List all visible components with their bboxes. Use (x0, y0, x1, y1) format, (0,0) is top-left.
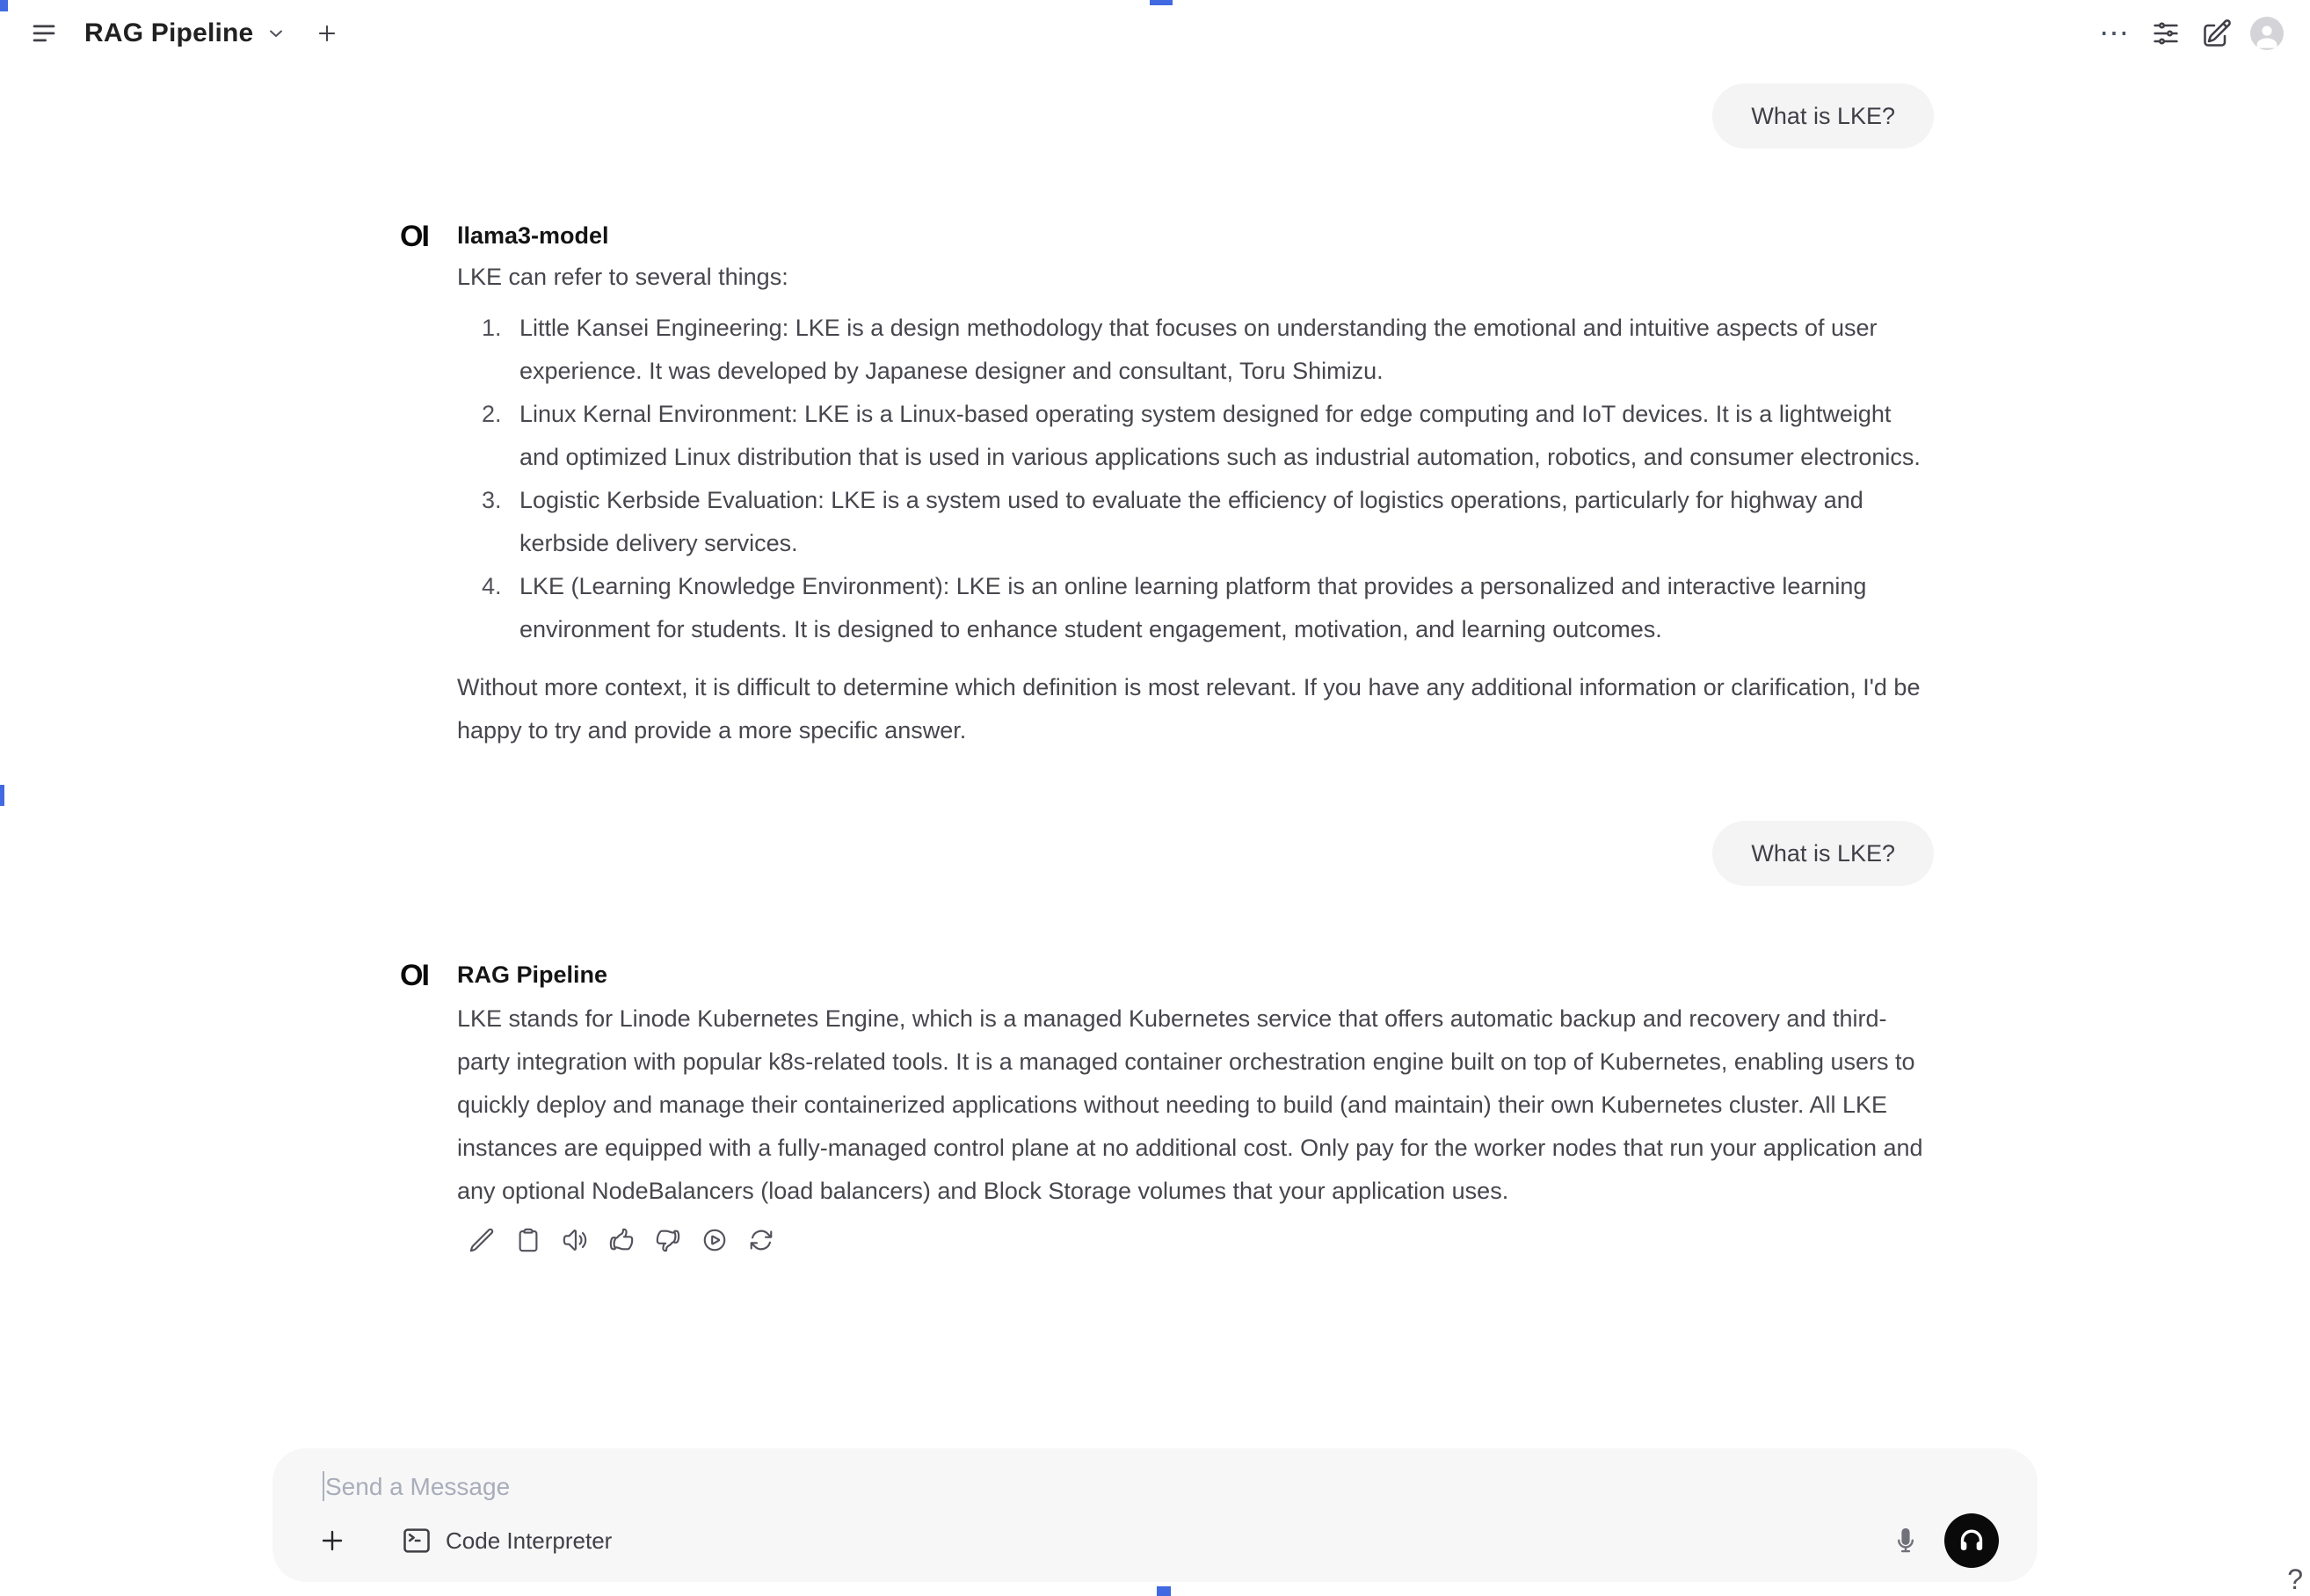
assistant-logo: OI (400, 220, 428, 253)
thumbs-down-icon (655, 1227, 681, 1253)
list-item (457, 479, 1934, 565)
clipboard-icon (515, 1227, 541, 1253)
artifact-mark (1150, 0, 1173, 5)
user-message-bubble: What is LKE? (1712, 821, 1934, 886)
chat-messages (400, 0, 1934, 1254)
artifact-mark (0, 0, 8, 11)
code-interpreter-toggle[interactable] (401, 1525, 612, 1556)
chat-menu-button[interactable] (2097, 16, 2132, 51)
list-item-text: LKE (Learning Knowledge Environment): LKE is an online learning platform that provides a personalized and interactive learning environment for students. It is designed to enhance student engagement, motivation, and learning outcomes. (519, 573, 1867, 642)
bad-response-button[interactable] (654, 1226, 682, 1254)
user-message-row (400, 821, 1934, 886)
assistant-message (400, 221, 1934, 752)
sidebar-toggle-button[interactable] (26, 16, 62, 51)
assistant-outro-text: Without more context, it is difficult to determine which definition is most relevant. If you have any additional information or clarification, I'd be happy to try and provide a more specific answer. (457, 674, 1921, 744)
new-model-button[interactable] (309, 16, 345, 51)
list-item-number: 1. (482, 315, 502, 341)
help-button[interactable]: ? (2287, 1563, 2303, 1595)
controls-button[interactable] (2148, 16, 2183, 51)
list-item-number: 3. (482, 487, 502, 513)
assistant-model-name: llama3-model (457, 222, 609, 249)
edit-message-button[interactable] (468, 1226, 496, 1254)
terminal-icon (401, 1525, 432, 1556)
list-item (457, 393, 1934, 479)
microphone-icon (1891, 1526, 1921, 1556)
pencil-icon (469, 1227, 495, 1253)
ellipsis-icon: ⋯ (2099, 17, 2131, 50)
list-item-text: Little Kansei Engineering: LKE is a design methodology that focuses on understanding the emotional and intuitive aspects of user experience. It was developed by Japanese designer and consultant, Toru Shimizu. (519, 315, 1878, 384)
call-mode-button[interactable] (1944, 1513, 1999, 1568)
list-item-text: Logistic Kerbside Evaluation: LKE is a system used to evaluate the efficiency of logistics operations, particularly for highway and kerbside delivery services. (519, 487, 1863, 556)
user-avatar[interactable] (2250, 17, 2284, 50)
headphones-icon (1957, 1526, 1987, 1556)
hamburger-icon (30, 19, 58, 47)
good-response-button[interactable] (607, 1226, 636, 1254)
chevron-down-icon (265, 23, 287, 44)
speaker-icon (562, 1227, 588, 1253)
read-aloud-button[interactable] (561, 1226, 589, 1254)
user-message-row (400, 83, 1934, 149)
assistant-logo: OI (400, 959, 428, 992)
attach-button[interactable] (313, 1521, 352, 1560)
assistant-response-text: LKE stands for Linode Kubernetes Engine, which is a managed Kubernetes service that offers automatic backup and recovery and third-party integration with popular k8s-related tools. It is a managed container orchestration engine built on top of Kubernetes, enabling users to quickly deploy and manage their containerized applications without needing to build (and maintain) their own Kubernetes cluster. All LKE instances are equipped with a fully-managed control plane at no additional cost. Only pay for the worker nodes that run your application and any optional NodeBalancers (load balancers) and Block Storage volumes that your application uses. (457, 1005, 1923, 1204)
plus-icon (316, 22, 338, 45)
regenerate-button[interactable] (747, 1226, 775, 1254)
refresh-icon (748, 1227, 774, 1253)
new-chat-button[interactable] (2199, 16, 2234, 51)
chat-title: RAG Pipeline (84, 18, 254, 47)
thumbs-up-icon (608, 1227, 635, 1253)
continue-response-button[interactable] (701, 1226, 729, 1254)
assistant-message (400, 960, 1934, 1254)
list-item (457, 565, 1934, 651)
assistant-model-name: RAG Pipeline (457, 961, 608, 988)
code-interpreter-label: Code Interpreter (446, 1527, 613, 1554)
sliders-icon (2150, 18, 2182, 49)
list-item-text: Linux Kernal Environment: LKE is a Linux-based operating system designed for edge computing and IoT devices. It is a lightweight and optimized Linux distribution that is used in various applications such as industrial automation, robotics, and consumer electronics. (519, 401, 1921, 470)
plus-icon (318, 1527, 346, 1555)
edit-pencil-square-icon (2201, 18, 2233, 49)
message-actions (457, 1226, 1934, 1254)
list-item-number: 2. (482, 401, 502, 427)
voice-input-button[interactable] (1886, 1521, 1925, 1560)
message-input[interactable] (325, 1468, 1985, 1506)
list-item (457, 307, 1934, 393)
play-circle-icon (701, 1227, 728, 1253)
artifact-mark (1157, 1586, 1171, 1596)
copy-message-button[interactable] (514, 1226, 542, 1254)
model-selector[interactable] (84, 18, 287, 48)
message-composer (272, 1448, 2038, 1582)
assistant-intro-text: LKE can refer to several things: (457, 264, 788, 290)
artifact-mark (0, 785, 4, 806)
text-caret (323, 1471, 324, 1501)
list-item-number: 4. (482, 573, 502, 599)
user-message-bubble: What is LKE? (1712, 83, 1934, 149)
assistant-numbered-list (457, 307, 1934, 651)
